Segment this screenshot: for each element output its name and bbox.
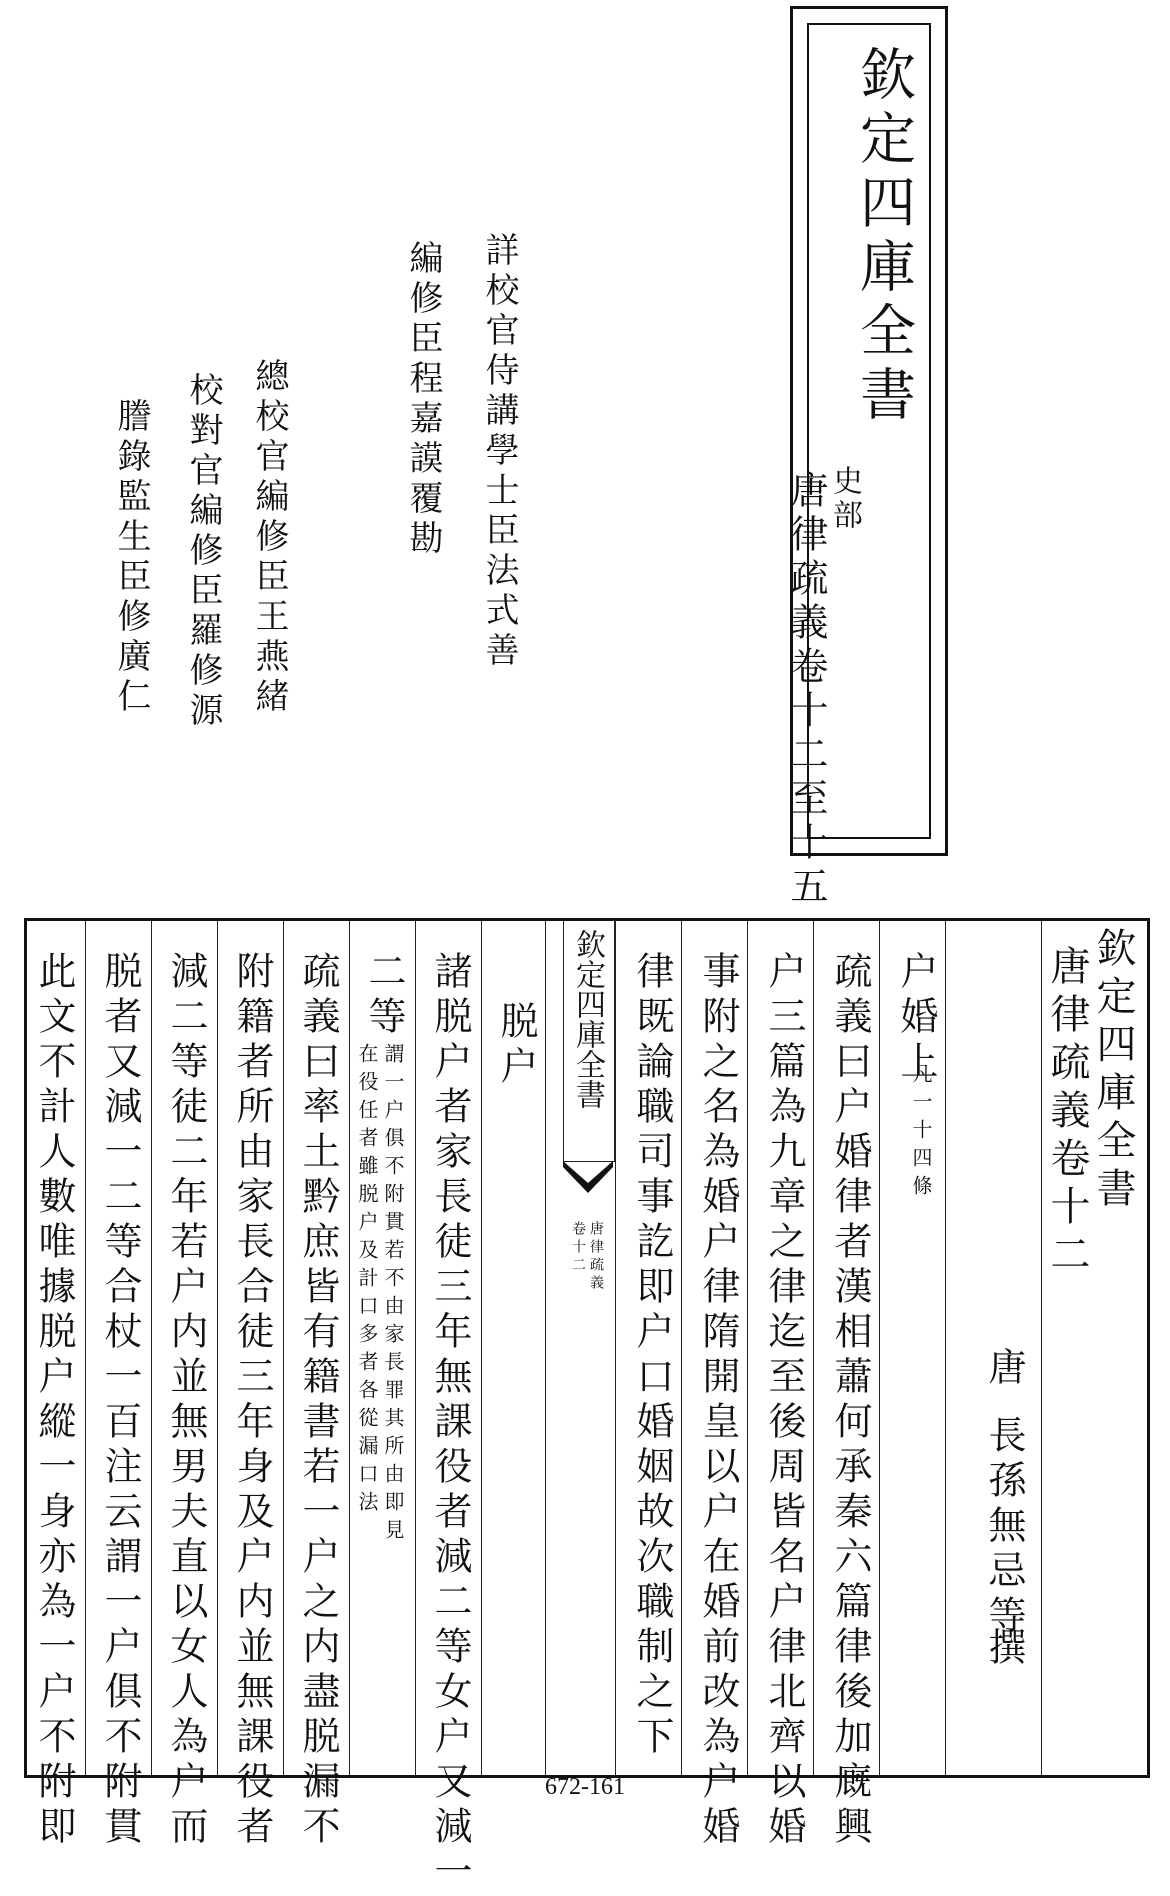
title-slip-inner-border [784,23,931,910]
fold-book-title: 唐律疏義 [588,1221,604,1293]
official-collator: 詳校官侍講學士臣法式善 [479,232,519,672]
fold-fishtail-ornament [563,1161,613,1197]
page-book-title: 唐律疏義卷十二 [1044,945,1090,1281]
column-rule [415,921,416,1775]
column-rule [1041,921,1042,1775]
dynasty-label: 唐 [982,1347,1026,1392]
column-rule [151,921,152,1775]
author-name: 長孫無忌等 [982,1415,1026,1640]
official-chief-collator: 總校官編修臣王燕緒 [249,358,289,718]
page-number: 672-161 [545,1774,625,1800]
fold-volume: 卷十二 [570,1221,586,1275]
article-text-tail: 二等 [362,951,406,1041]
title-slip-volume-title: 唐律疏義卷十二至十五 [784,470,828,910]
column-rule [945,921,946,1775]
fold-title-box [563,921,615,1162]
explanation-line: 此文不計人數唯據脱户縱一身亦為一户不附即 [32,951,76,1851]
fold-series-title: 欽定四庫全書 [570,929,605,1109]
column-rule [481,921,482,1775]
title-slip [784,6,948,910]
page-series-title: 欽定四庫全書 [1090,927,1136,1215]
official-proofreader: 校對官編修臣羅修源 [183,372,223,732]
commentary-line: 疏義曰户婚律者漢相蕭何承秦六篇律後加廐興 [828,951,872,1851]
commentary-line: 事附之名為婚户律隋開皇以户在婚前改為户婚 [696,951,740,1851]
article-note: 在役任者雖脱户及計口多者各從漏口法 [355,1043,379,1519]
commentary-line: 户三篇為九章之律迄至後周皆名户律北齊以婚 [762,951,806,1851]
explanation-line: 脱者又減一二等合杖一百注云謂一户俱不附貫 [98,951,142,1851]
explanation-line: 疏義曰率土黔庶皆有籍書若一户之内盡脱漏不 [296,951,340,1851]
official-reviewer: 編修臣程嘉謨覆勘 [403,240,443,560]
column-rule [545,921,546,1775]
commentary-line: 律既論職司事訖即户口婚姻故次職制之下 [630,951,674,1761]
column-rule [283,921,284,1775]
title-slip-main-title: 欽定四庫全書 [851,45,916,429]
article-text: 諸脱户者家長徒三年無課役者減二等女户又減一 [428,951,472,1896]
explanation-line: 附籍者所由家長合徒三年身及户内並無課役者 [230,951,274,1851]
column-rule [879,921,880,1775]
author-role: 撰 [982,1627,1026,1672]
title-slip-section: 史部 [827,465,862,533]
column-rule [681,921,682,1775]
column-rule [217,921,218,1775]
column-rule [747,921,748,1775]
column-rule [85,921,86,1775]
section-title: 户婚上 [894,951,938,1086]
article-note: 謂一户俱不附貫若不由家長罪其所由即見 [381,1043,405,1547]
section-note: 凡一十四條 [909,1063,933,1203]
column-rule [615,921,616,1775]
column-rule [813,921,814,1775]
fold-strip [563,921,615,1775]
article-title: 脱户 [494,1001,538,1091]
explanation-line: 減二等徒二年若户内並無男夫直以女人為户而 [164,951,208,1851]
column-rule [349,921,350,1775]
official-copyist: 謄錄監生臣修廣仁 [111,398,151,718]
